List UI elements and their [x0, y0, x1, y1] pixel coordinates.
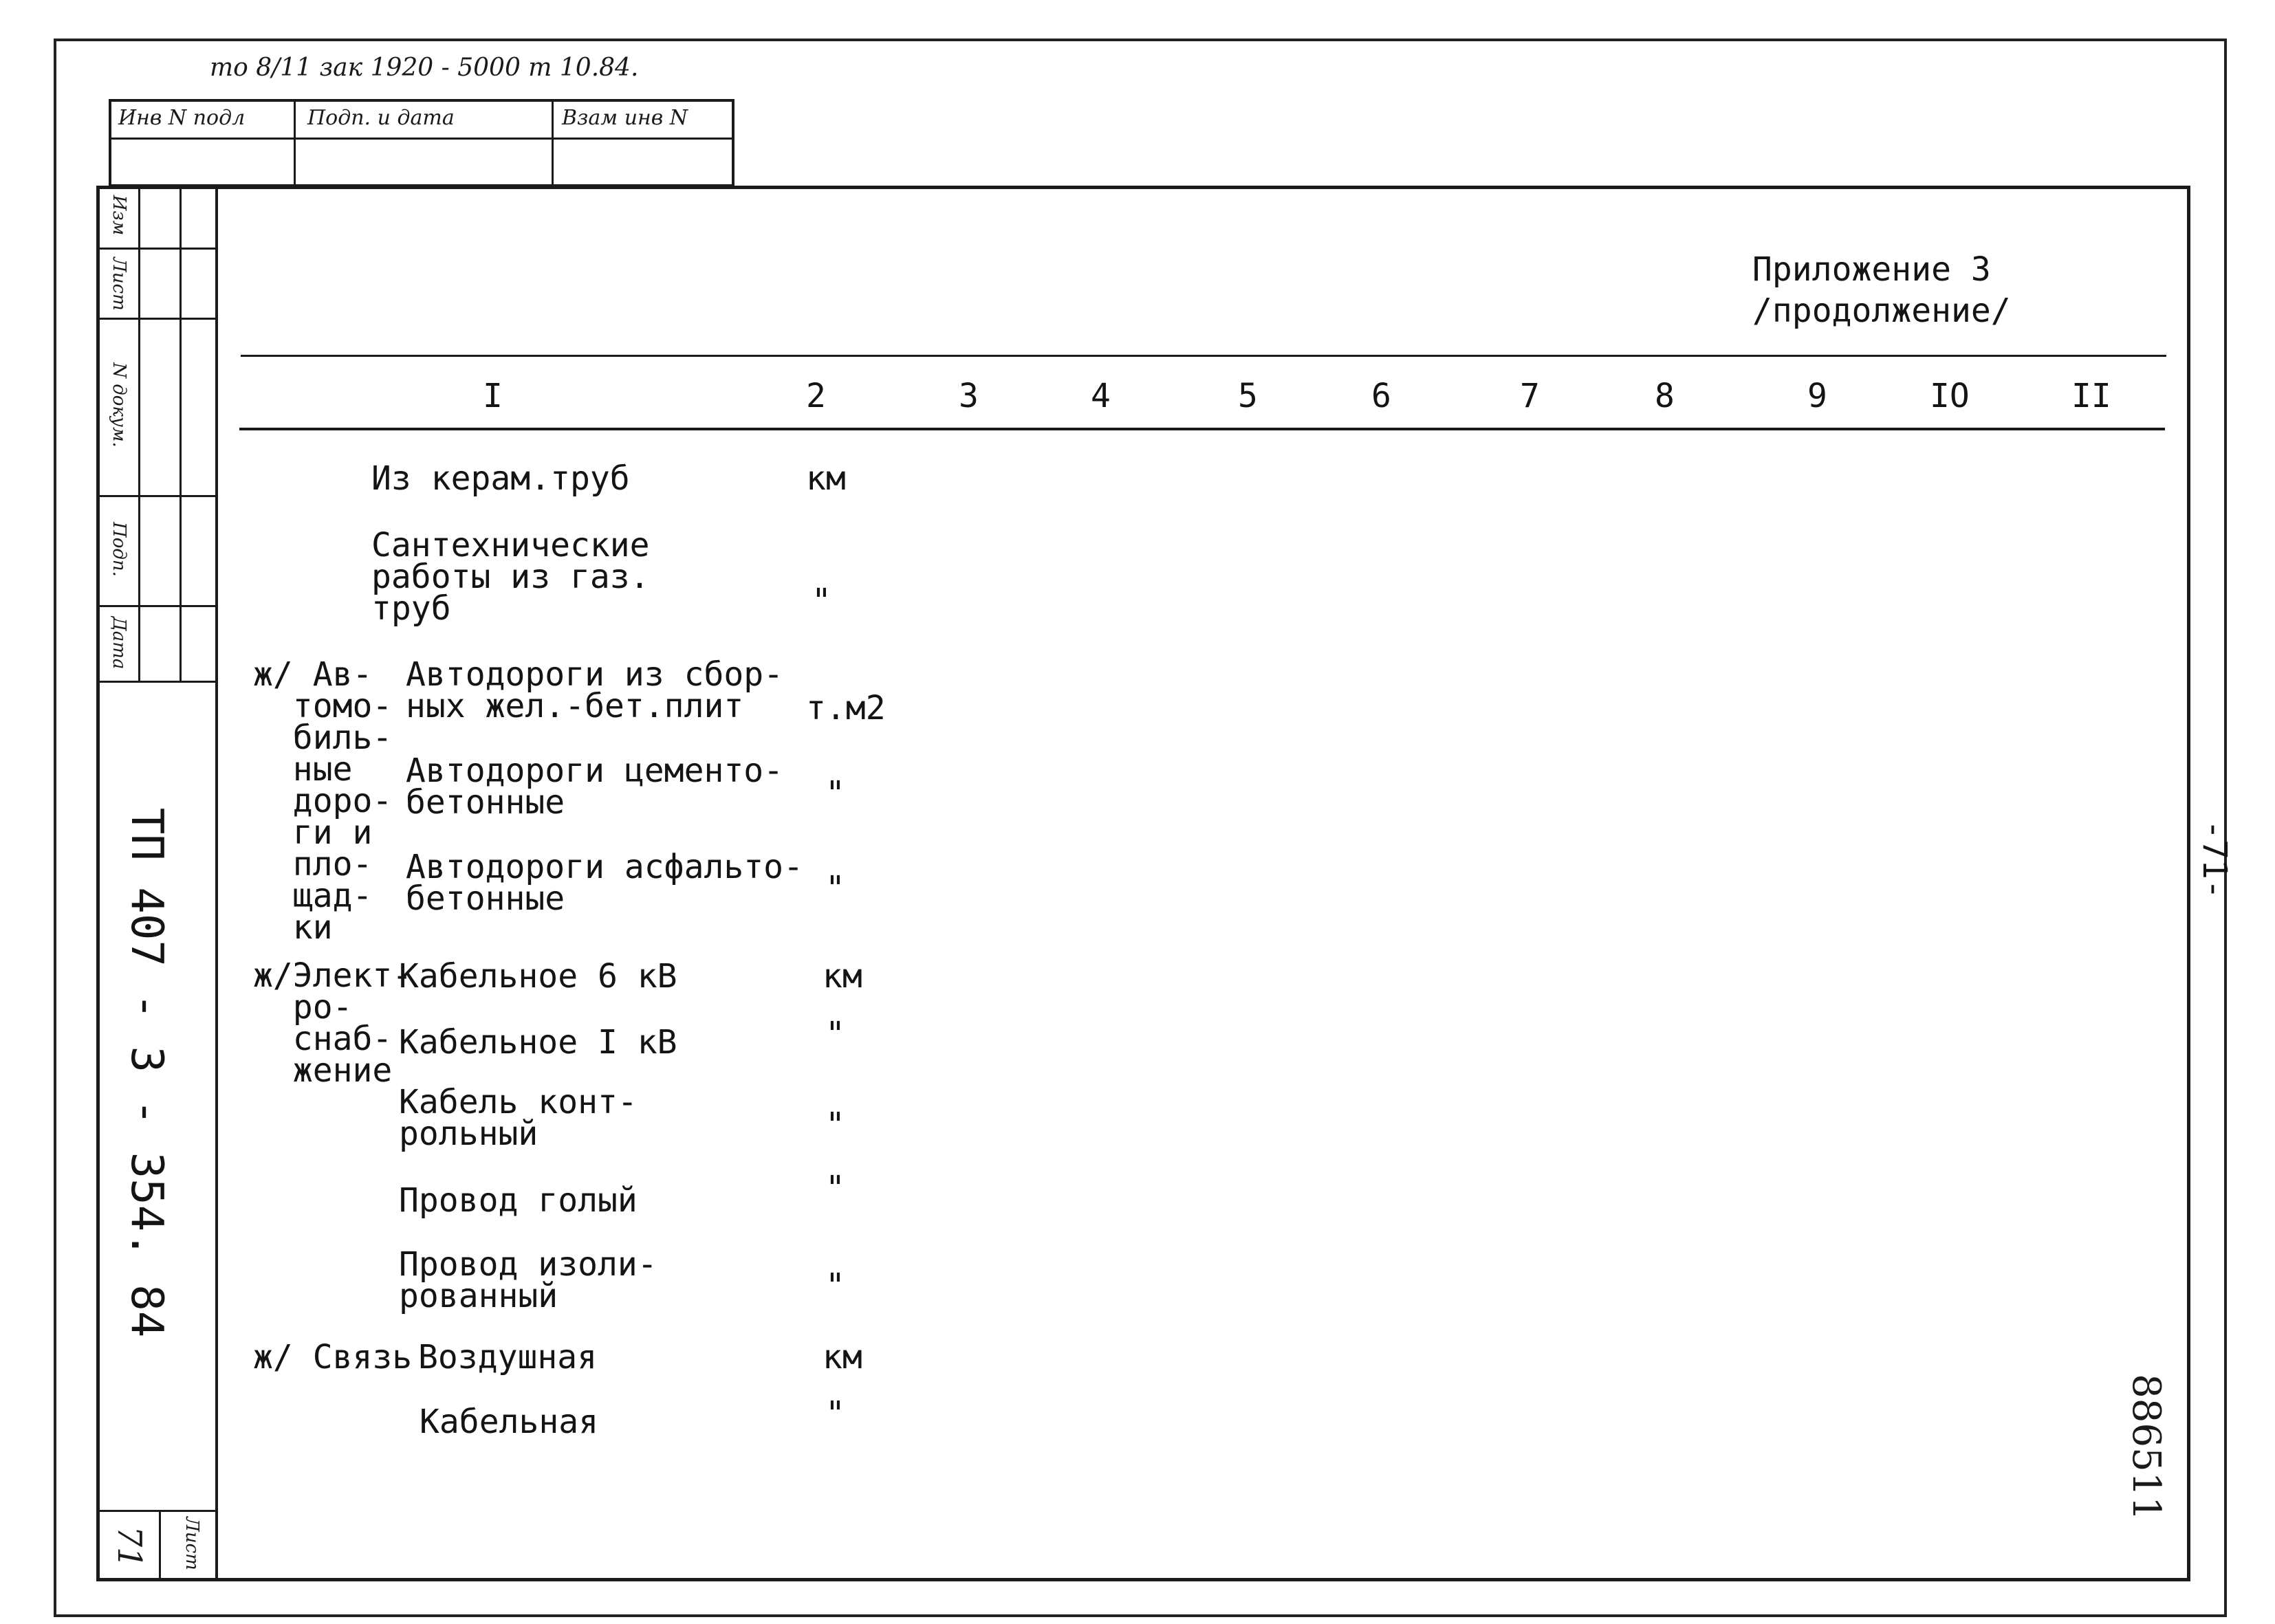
margin-page-number: -71- [2195, 820, 2234, 899]
row-unit: км [823, 957, 862, 996]
col-header-3: 3 [959, 377, 979, 415]
appendix-title: Приложение 3 [1752, 250, 1991, 289]
col-header-1: I [483, 377, 503, 415]
col-header-9: 9 [1807, 377, 1827, 415]
group-communication: ж/ Связь [253, 1338, 413, 1376]
col-header-5: 5 [1238, 377, 1258, 415]
stamp-header-signature: Подп. и дата [307, 106, 455, 130]
row-unit: " [825, 774, 845, 813]
group-electric: ж/Элект- ро- снаб- жение [253, 956, 413, 1090]
label-n-dokum: N докум. [109, 362, 129, 448]
row-name: Кабель конт- рольный [399, 1083, 638, 1153]
row-unit: " [825, 1394, 845, 1433]
col-header-2: 2 [806, 377, 826, 415]
row-name: Автодороги асфальто- бетонные [406, 848, 803, 918]
row-unit: т.м2 [806, 689, 886, 727]
row-name: Автодороги из сбор- ных жел.-бет.плит [406, 655, 784, 725]
row-name: Из керам.труб [371, 459, 630, 498]
row-unit: км [823, 1338, 862, 1376]
row-unit: " [825, 1106, 845, 1144]
stamp-header-inventory: Инв N подл [118, 106, 246, 130]
margin-archive-number: 886511 [2124, 1374, 2168, 1521]
row-name: Автодороги цементо- бетонные [406, 751, 784, 822]
row-name: Воздушная [418, 1338, 598, 1376]
col-header-10: IO [1930, 377, 1970, 415]
row-name: Провод голый [399, 1181, 638, 1220]
row-unit: " [825, 1015, 845, 1053]
row-name: Кабельное I кВ [399, 1023, 677, 1062]
header-bottom-line [239, 428, 2165, 430]
col-header-6: 6 [1371, 377, 1391, 415]
row-unit: км [806, 459, 846, 498]
col-header-11: II [2071, 377, 2111, 415]
label-izm: Изм [109, 195, 129, 236]
col-header-7: 7 [1520, 377, 1540, 415]
row-name: Кабельное 6 кВ [399, 957, 677, 996]
col-header-4: 4 [1091, 377, 1111, 415]
drawing-designation: ТП 407 - 3 - 354. 84 [121, 807, 172, 1338]
row-unit: " [812, 582, 831, 620]
left-strip [98, 187, 220, 1581]
stamp-top [109, 99, 734, 187]
row-name: Кабельная [420, 1403, 599, 1441]
row-unit: " [825, 1169, 845, 1207]
appendix-subtitle: /продолжение/ [1752, 292, 2011, 330]
sheet-label: Лист [182, 1517, 202, 1570]
col-header-8: 8 [1655, 377, 1675, 415]
sheet-number: 71 [110, 1526, 149, 1568]
group-roads: ж/ Ав- томо- биль- ные доро- ги и пло- щад- ки [253, 655, 393, 947]
row-name: Провод изоли- рованный [399, 1245, 657, 1315]
stamp-header-replaced: Взам инв N [562, 106, 688, 130]
row-unit: " [825, 1266, 845, 1305]
row-unit: " [825, 869, 845, 908]
header-top-line [241, 355, 2166, 357]
print-order-note: то 8/11 зак 1920 - 5000 т 10.84. [210, 54, 639, 82]
row-name: Сантехнические работы из газ. труб [371, 526, 650, 628]
label-data: Дата [109, 616, 129, 670]
label-list: Лист [109, 257, 129, 311]
label-podp: Подп. [109, 522, 129, 577]
